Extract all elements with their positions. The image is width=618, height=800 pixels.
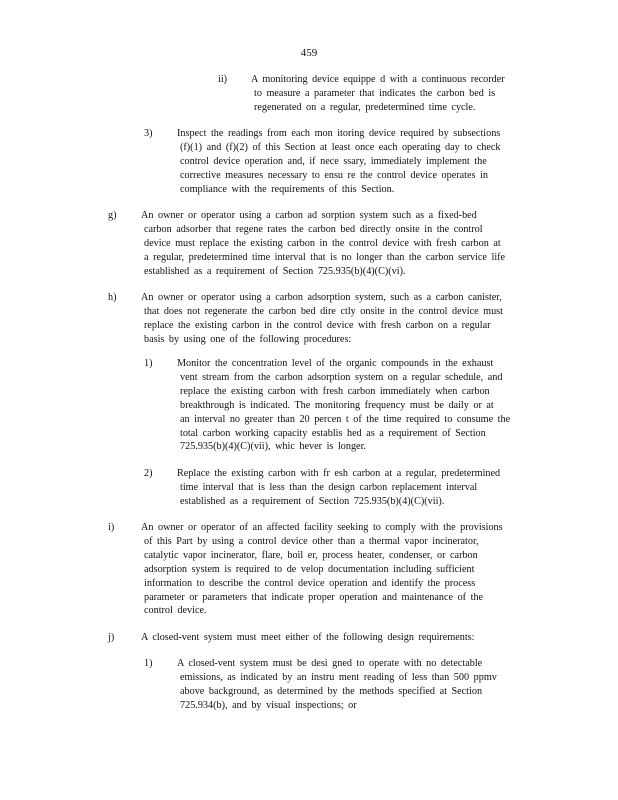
line: parameter or parameters that indicate proper operation and maintenance of the	[144, 591, 484, 603]
line: A monitoring device equippe d with a continuous recorder	[251, 74, 505, 85]
line: information to describe the control device operation and identify the process	[144, 577, 476, 589]
line: compliance with the requirements of this Section.	[180, 183, 395, 195]
item-text	[177, 467, 575, 509]
line: An owner or operator using a carbon adsorption system, such as a carbon canister,	[141, 292, 502, 303]
line: a regular, predetermined time interval that is no longer than the carbon service life	[144, 251, 506, 263]
line: Replace the existing carbon with fr esh carbon at a regular, predetermined	[177, 468, 501, 479]
item-marker: 2)	[144, 468, 153, 479]
line: established as a requirement of Section 725.935(b)(4)(C)(vi).	[144, 265, 406, 277]
item-text	[141, 631, 576, 645]
line: carbon adsorber that regene rates the carbon bed directly onsite in the control	[144, 223, 483, 235]
line: device must replace the existing carbon in the control device with fresh carbon at	[144, 237, 501, 249]
line: catalytic vapor incinerator, flare, boil er, process heater, condenser, or carbon	[144, 549, 478, 561]
line: time interval that is less than the design carbon replacement interval	[180, 481, 478, 493]
item-marker: ii)	[218, 74, 228, 85]
line: replace the existing carbon in the control device with fresh carbon on a regular	[144, 319, 491, 331]
line: total carbon working capacity establis hed as a requirement of Section	[180, 427, 486, 439]
item-marker: 3)	[144, 128, 153, 139]
line: replace the existing carbon with fresh carbon immediately when carbon	[180, 385, 490, 397]
line: emissions, as indicated by an instru ment reading of less than 500 ppmv	[180, 671, 497, 683]
item-text	[251, 73, 551, 115]
item-marker: i)	[108, 522, 115, 533]
item-text	[141, 291, 576, 347]
line: an interval no greater than 20 percen t of the time required to consume the	[180, 413, 511, 425]
line: Inspect the readings from each mon itoring device required by subsections	[177, 128, 501, 139]
line: An owner or operator of an affected facility seeking to comply with the provisions	[141, 522, 503, 533]
item-text	[177, 357, 575, 454]
line: Monitor the concentration level of the organic compounds in the exhaust	[177, 358, 494, 369]
item-text	[177, 657, 575, 713]
line: of this Part by using a control device other than a thermal vapor incinerator,	[144, 535, 479, 547]
item-marker: g)	[108, 210, 117, 221]
line: regenerated on a regular, predetermined time cycle.	[254, 101, 476, 113]
line: An owner or operator using a carbon ad sorption system such as a fixed-bed	[141, 210, 477, 221]
line: adsorption system is required to de velop documentation including sufficient	[144, 563, 475, 575]
line: A closed-vent system must be desi gned to operate with no detectable	[177, 658, 483, 669]
item-marker: 1)	[144, 658, 153, 669]
line: basis by using one of the following procedures:	[144, 333, 352, 345]
line: to measure a parameter that indicates the carbon bed is	[254, 87, 496, 99]
line: breakthrough is indicated. The monitoring frequency must be daily or at	[180, 399, 494, 411]
page-number: 459	[300, 47, 318, 59]
item-text	[141, 521, 576, 618]
line: (f)(1) and (f)(2) of this Section at least once each operating day to check	[180, 141, 501, 153]
item-marker: j)	[108, 632, 115, 643]
item-marker: h)	[108, 292, 117, 303]
line: that does not regenerate the carbon bed dire ctly onsite in the control device must	[144, 305, 503, 317]
line: established as a requirement of Section 725.935(b)(4)(C)(vii).	[180, 495, 445, 507]
line: control device operation and, if nece ssary, immediately implement the	[180, 155, 487, 167]
line: above background, as determined by the methods specified at Section	[180, 685, 483, 697]
item-text	[141, 209, 576, 279]
line: A closed-vent system must meet either of the following design requirements:	[141, 632, 475, 643]
line: 725.935(b)(4)(C)(vii), whic hever is longer.	[180, 441, 366, 453]
line: control device.	[144, 605, 207, 617]
item-marker: 1)	[144, 358, 153, 369]
line: 725.934(b), and by visual inspections; or	[180, 699, 357, 711]
line: vent stream from the carbon adsorption system on a regular schedule, and	[180, 371, 503, 383]
line: corrective measures necessary to ensu re the control device operates in	[180, 169, 488, 181]
item-text	[177, 127, 572, 197]
